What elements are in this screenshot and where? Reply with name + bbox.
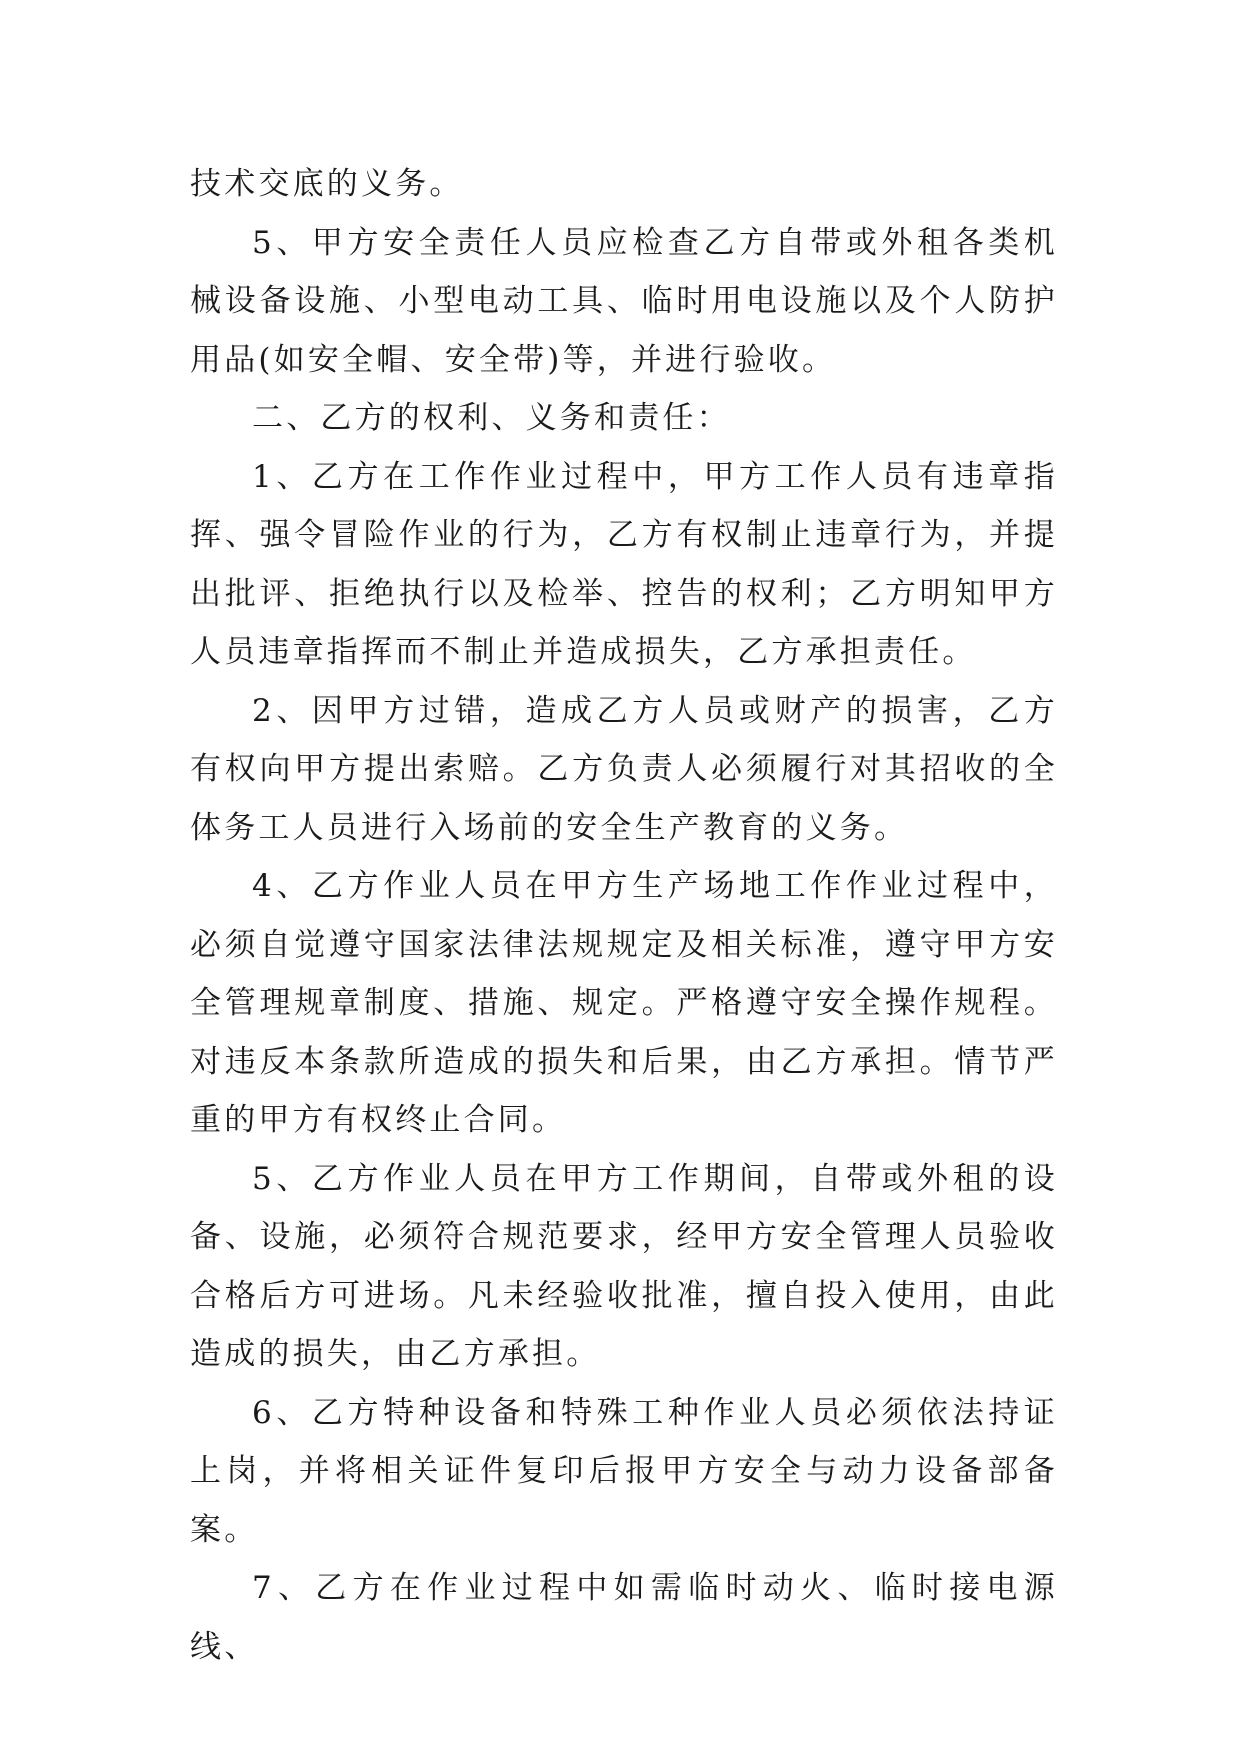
section-heading-party-b: 二、乙方的权利、义务和责任： xyxy=(252,400,731,436)
paragraph-party-b-item-7: 7、乙方在作业过程中如需临时动火、临时接电源线、 xyxy=(190,1570,1058,1665)
paragraph-party-b-item-6: 6、乙方特种设备和特殊工种作业人员必须依法持证上岗，并将相关证件复印后报甲方安全与动力设备部备案。 xyxy=(190,1394,1058,1548)
paragraph-party-b-item-2: 2、因甲方过错，造成乙方人员或财产的损害，乙方有权向甲方提出索赔。乙方负责人必须履行对其招收的全体务工人员进行入场前的安全生产教育的义务。 xyxy=(190,692,1058,846)
paragraph-party-a-item-5: 5、甲方安全责任人员应检查乙方自带或外租各类机械设备设施、小型电动工具、临时用电设施以及个人防护用品(如安全帽、安全带)等，并进行验收。 xyxy=(190,224,1058,378)
paragraph-continuation: 技术交底的义务。 xyxy=(190,166,464,202)
paragraph-party-b-item-4: 4、乙方作业人员在甲方生产场地工作作业过程中，必须自觉遵守国家法律法规规定及相关标准，遵守甲方安全管理规章制度、措施、规定。严格遵守安全操作规程。对违反本条款所造成的损失和后果，由乙方承担。情节严重的甲方有权终止合同。 xyxy=(190,868,1058,1138)
paragraph-party-b-item-1: 1、乙方在工作作业过程中，甲方工作人员有违章指挥、强令冒险作业的行为，乙方有权制止违章行为，并提出批评、拒绝执行以及检举、控告的权利；乙方明知甲方人员违章指挥而不制止并造成损失，乙方承担责任。 xyxy=(190,458,1058,670)
document-body xyxy=(190,155,1058,1676)
paragraph-party-b-item-5: 5、乙方作业人员在甲方工作期间，自带或外租的设备、设施，必须符合规范要求，经甲方安全管理人员验收合格后方可进场。凡未经验收批准，擅自投入使用，由此造成的损失，由乙方承担。 xyxy=(190,1160,1058,1372)
